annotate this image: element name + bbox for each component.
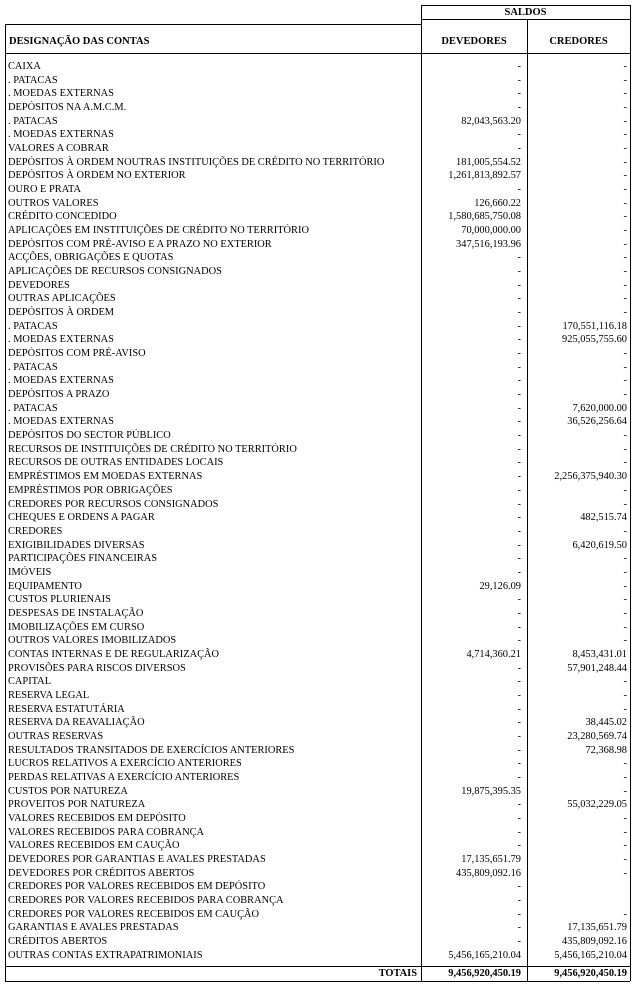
table-row [0, 539, 633, 553]
devedores-value: 17,135,651.79 [461, 853, 521, 865]
account-name: . MOEDAS EXTERNAS [8, 375, 114, 387]
table-row [0, 415, 633, 429]
table-row [0, 593, 633, 607]
account-name: EXIGIBILIDADES DIVERSAS [8, 539, 145, 551]
account-name: CREDORES POR VALORES RECEBIDOS EM CAUÇÃO [8, 908, 260, 920]
devedores-value: - [517, 539, 521, 551]
table-row [0, 320, 633, 334]
account-name: PERDAS RELATIVAS A EXERCÍCIO ANTERIORES [8, 771, 240, 783]
table-row [0, 894, 633, 908]
account-name: PROVISÕES PARA RISCOS DIVERSOS [8, 662, 186, 674]
account-name: OUTRAS CONTAS EXTRAPATRIMONIAIS [8, 949, 203, 961]
table-row [0, 798, 633, 812]
credores-value: - [623, 361, 627, 373]
account-name: APLICAÇÕES DE RECURSOS CONSIGNADOS [8, 266, 222, 278]
devedores-value: - [517, 826, 521, 838]
totals-credores: 9,456,920,450.19 [554, 968, 627, 979]
table-row [0, 853, 633, 867]
credores-value: 482,515.74 [580, 512, 627, 524]
account-name: EMPRÉSTIMOS POR OBRIGAÇÕES [8, 484, 173, 496]
account-name: DEVEDORES [8, 279, 70, 291]
table-row [0, 333, 633, 347]
credores-value: - [623, 143, 627, 155]
account-name: CUSTOS POR NATUREZA [8, 785, 128, 797]
credores-value: - [623, 61, 627, 72]
credores-value: - [623, 525, 627, 537]
credores-value: - [623, 115, 627, 127]
devedores-value: 29,126.09 [479, 580, 521, 592]
totals-label: TOTAIS [378, 968, 417, 979]
credores-value: - [623, 102, 627, 114]
table-row [0, 662, 633, 676]
devedores-value: 5,456,165,210.04 [448, 949, 521, 961]
table-row [0, 716, 633, 730]
table-row [0, 785, 633, 799]
devedores-value: 19,875,395.35 [461, 785, 521, 797]
devedores-value: - [517, 840, 521, 852]
devedores-value: - [517, 143, 521, 155]
credores-value: - [623, 908, 627, 920]
table-row [0, 456, 633, 470]
credores-value: 36,526,256.64 [567, 416, 627, 428]
account-name: LUCROS RELATIVOS A EXERCÍCIO ANTERIORES [8, 758, 242, 770]
credores-value: - [623, 553, 627, 565]
credores-value: - [623, 430, 627, 442]
account-name: CHEQUES E ORDENS A PAGAR [8, 512, 155, 524]
credores-value: 57,901,248.44 [567, 662, 627, 674]
table-row [0, 87, 633, 101]
table-row [0, 142, 633, 156]
credores-value: - [623, 812, 627, 824]
table-row [0, 251, 633, 265]
table-row [0, 374, 633, 388]
account-name: OUTROS VALORES IMOBILIZADOS [8, 635, 177, 647]
credores-value: 6,420,619.50 [572, 539, 627, 551]
account-name: . PATACAS [8, 115, 58, 127]
devedores-value: - [517, 389, 521, 401]
table-row [0, 388, 633, 402]
table-row [0, 210, 633, 224]
credores-value: - [623, 635, 627, 647]
credores-value: - [623, 771, 627, 783]
account-name: DEPÓSITOS À ORDEM NO EXTERIOR [8, 170, 186, 182]
account-name: DEPÓSITOS COM PRÉ-AVISO [8, 348, 146, 360]
credores-value: - [623, 307, 627, 319]
table-row [0, 634, 633, 648]
devedores-value: - [517, 293, 521, 305]
devedores-value: - [517, 74, 521, 86]
table-row [0, 511, 633, 525]
account-name: PARTICIPAÇÕES FINANCEIRAS [8, 553, 158, 565]
devedores-value: - [517, 553, 521, 565]
credores-value: - [623, 129, 627, 141]
devedores-value: - [517, 61, 521, 72]
account-name: CREDORES [8, 525, 63, 537]
table-row [0, 730, 633, 744]
credores-value: - [623, 580, 627, 592]
account-name: OURO E PRATA [8, 184, 82, 196]
totals-devedores: 9,456,920,450.19 [448, 968, 521, 979]
devedores-value: - [517, 689, 521, 701]
credores-value: - [623, 197, 627, 209]
devedores-value: - [517, 307, 521, 319]
account-name: . MOEDAS EXTERNAS [8, 416, 114, 428]
account-name: . MOEDAS EXTERNAS [8, 334, 114, 346]
credores-value: - [623, 826, 627, 838]
table-row [0, 197, 633, 211]
devedores-value: - [517, 922, 521, 934]
account-name: VALORES RECEBIDOS EM CAUÇÃO [8, 840, 180, 852]
devedores-value: - [517, 334, 521, 346]
credores-value: - [623, 840, 627, 852]
devedores-value: - [517, 416, 521, 428]
credores-value: - [623, 266, 627, 278]
credores-value: 55,032,229.05 [567, 799, 627, 811]
table-row [0, 265, 633, 279]
devedores-value: - [517, 812, 521, 824]
devedores-value: - [517, 498, 521, 510]
devedores-value: - [517, 894, 521, 906]
credores-value: - [623, 676, 627, 688]
account-name: IMOBILIZAÇÕES EM CURSO [8, 621, 145, 633]
credores-value: - [623, 74, 627, 86]
devedores-value: - [517, 936, 521, 947]
account-name: VALORES A COBRAR [8, 143, 109, 155]
table-row [0, 552, 633, 566]
account-name: CRÉDITO CONCEDIDO [8, 211, 117, 223]
credores-value: - [623, 184, 627, 196]
account-name: PROVEITOS POR NATUREZA [8, 799, 146, 811]
table-row [0, 908, 633, 922]
account-name: GARANTIAS E AVALES PRESTADAS [8, 922, 179, 934]
account-name: EQUIPAMENTO [8, 580, 82, 592]
header-designacao: DESIGNAÇÃO DAS CONTAS [9, 36, 150, 47]
account-name: RESERVA ESTATUTÁRIA [8, 703, 125, 715]
credores-value: - [623, 484, 627, 496]
credores-value: - [623, 293, 627, 305]
account-name: DEPÓSITOS À ORDEM [8, 307, 115, 319]
credores-value: - [623, 443, 627, 455]
table-row [0, 812, 633, 826]
account-name: CUSTOS PLURIENAIS [8, 594, 111, 606]
account-name: . PATACAS [8, 361, 58, 373]
devedores-value: - [517, 908, 521, 920]
devedores-value: 1,580,685,750.08 [448, 211, 521, 223]
credores-value: - [623, 607, 627, 619]
devedores-value: - [517, 457, 521, 469]
table-row [0, 402, 633, 416]
account-name: RECURSOS DE INSTITUIÇÕES DE CRÉDITO NO TERRITÓRIO [8, 443, 297, 455]
devedores-value: 4,714,360.21 [466, 648, 521, 660]
devedores-value: - [517, 758, 521, 770]
devedores-value: - [517, 348, 521, 360]
top-border-saldos [421, 5, 630, 6]
credores-value: 170,551,116.18 [562, 320, 627, 332]
devedores-value: 347,516,193.96 [456, 238, 521, 250]
account-name: DEPÓSITOS À ORDEM NOUTRAS INSTITUIÇÕES DE CRÉDITO NO TERRITÓRIO [8, 156, 385, 168]
header-credores: CREDORES [549, 36, 608, 47]
table-row [0, 867, 633, 881]
account-name: DEVEDORES POR GARANTIAS E AVALES PRESTADAS [8, 853, 266, 865]
devedores-value: - [517, 635, 521, 647]
table-row [0, 292, 633, 306]
devedores-value: - [517, 744, 521, 756]
table-row [0, 115, 633, 129]
account-name: VALORES RECEBIDOS PARA COBRANÇA [8, 826, 205, 838]
devedores-value: - [517, 566, 521, 578]
devedores-value: - [517, 607, 521, 619]
account-name: . MOEDAS EXTERNAS [8, 88, 114, 100]
table-row [0, 470, 633, 484]
table-row [0, 183, 633, 197]
devedores-value: - [517, 252, 521, 264]
devedores-value: - [517, 266, 521, 278]
devedores-value: - [517, 676, 521, 688]
account-name: RESERVA LEGAL [8, 689, 90, 701]
devedores-value: - [517, 471, 521, 483]
account-name: DESPESAS DE INSTALAÇÃO [8, 607, 144, 619]
credores-value: - [623, 594, 627, 606]
credores-value: - [623, 758, 627, 770]
devedores-value: - [517, 771, 521, 783]
credores-value: - [623, 88, 627, 100]
credores-value: 8,453,431.01 [572, 648, 627, 660]
account-name: CRÉDITOS ABERTOS [8, 936, 108, 947]
credores-value: - [623, 853, 627, 865]
table-row [0, 880, 633, 894]
table-row [0, 689, 633, 703]
account-name: ACÇÕES, OBRIGAÇÕES E QUOTAS [8, 252, 174, 264]
table-row [0, 128, 633, 142]
credores-value: - [623, 225, 627, 237]
header-devedores: DEVEDORES [441, 36, 507, 47]
credores-value: - [623, 238, 627, 250]
credores-value: 38,445.02 [585, 717, 627, 729]
table-row [0, 224, 633, 238]
credores-value: - [623, 279, 627, 291]
account-name: OUTRAS RESERVAS [8, 730, 104, 742]
devedores-value: - [517, 320, 521, 332]
credores-value: - [623, 389, 627, 401]
credores-value: - [623, 375, 627, 387]
devedores-value: - [517, 703, 521, 715]
devedores-value: - [517, 525, 521, 537]
table-row [0, 648, 633, 662]
devedores-value: - [517, 662, 521, 674]
table-row [0, 443, 633, 457]
devedores-value: - [517, 881, 521, 893]
account-name: . PATACAS [8, 402, 58, 414]
table-row [0, 279, 633, 293]
devedores-value: - [517, 799, 521, 811]
table-row [0, 306, 633, 320]
credores-value: - [623, 785, 627, 797]
credores-value: 17,135,651.79 [567, 922, 627, 934]
table-row [0, 525, 633, 539]
table-row [0, 169, 633, 183]
credores-value: - [623, 252, 627, 264]
table-row [0, 744, 633, 758]
credores-value: - [623, 457, 627, 469]
account-name: DEPÓSITOS A PRAZO [8, 389, 110, 401]
devedores-value: - [517, 717, 521, 729]
devedores-value: - [517, 621, 521, 633]
table-row [0, 921, 633, 935]
account-name: CAPITAL [8, 676, 52, 688]
table-row [0, 757, 633, 771]
account-name: EMPRÉSTIMOS EM MOEDAS EXTERNAS [8, 471, 203, 483]
credores-value: 925,055,755.60 [562, 334, 627, 346]
devedores-value: - [517, 484, 521, 496]
table-row [0, 839, 633, 853]
credores-value: - [623, 703, 627, 715]
table-row [0, 347, 633, 361]
table-row [0, 156, 633, 170]
account-name: APLICAÇÕES EM INSTITUIÇÕES DE CRÉDITO NO TERRITÓRIO [8, 225, 309, 237]
account-name: RESERVA DA REAVALIAÇÃO [8, 717, 145, 729]
devedores-value: - [517, 594, 521, 606]
credores-value: 7,620,000.00 [572, 402, 627, 414]
credores-value: - [623, 566, 627, 578]
devedores-value: 1,261,813,892.57 [448, 170, 521, 182]
credores-value: 2,256,375,940.30 [554, 471, 627, 483]
account-name: VALORES RECEBIDOS EM DEPÓSITO [8, 812, 186, 824]
devedores-value: - [517, 102, 521, 114]
account-name: DEPÓSITOS COM PRÉ-AVISO E A PRAZO NO EXTERIOR [8, 238, 272, 250]
devedores-value: 82,043,563.20 [461, 115, 521, 127]
devedores-value: - [517, 184, 521, 196]
bottom-border [5, 981, 630, 982]
devedores-value: - [517, 88, 521, 100]
credores-value: - [623, 156, 627, 168]
table-row [0, 621, 633, 635]
account-name: CAIXA [8, 61, 41, 72]
table-row [0, 580, 633, 594]
credores-value: - [623, 211, 627, 223]
table-row [0, 60, 633, 74]
account-name: DEPÓSITOS DO SECTOR PÚBLICO [8, 430, 171, 442]
devedores-value: 126,660.22 [474, 197, 521, 209]
table-row [0, 826, 633, 840]
credores-value: 72,368.98 [585, 744, 627, 756]
devedores-value: - [517, 361, 521, 373]
account-name: DEVEDORES POR CRÉDITOS ABERTOS [8, 867, 195, 879]
devedores-value: - [517, 443, 521, 455]
table-row [0, 703, 633, 717]
table-row [0, 484, 633, 498]
table-row [0, 935, 633, 949]
devedores-value: 70,000,000.00 [461, 225, 521, 237]
credores-value: 23,280,569.74 [567, 730, 627, 742]
credores-value: - [623, 621, 627, 633]
account-name: CONTAS INTERNAS E DE REGULARIZAÇÃO [8, 648, 220, 660]
devedores-value: - [517, 129, 521, 141]
devedores-value: - [517, 730, 521, 742]
credores-value: 435,809,092.16 [562, 936, 627, 947]
credores-value: 5,456,165,210.04 [554, 949, 627, 961]
table-row [0, 429, 633, 443]
account-name: IMÓVEIS [8, 566, 52, 578]
account-name: . PATACAS [8, 74, 58, 86]
table-row [0, 74, 633, 88]
account-name: CREDORES POR RECURSOS CONSIGNADOS [8, 498, 219, 510]
account-name: . MOEDAS EXTERNAS [8, 129, 114, 141]
credores-value: - [623, 498, 627, 510]
account-name: OUTROS VALORES [8, 197, 99, 209]
credores-value: - [623, 867, 627, 879]
table-row [0, 675, 633, 689]
table-row [0, 949, 633, 963]
credores-value: - [623, 170, 627, 182]
devedores-value: - [517, 279, 521, 291]
table-row [0, 607, 633, 621]
credores-value: - [623, 689, 627, 701]
account-name: RECURSOS DE OUTRAS ENTIDADES LOCAIS [8, 457, 224, 469]
header-bottom-border [5, 53, 630, 54]
totals-row [0, 967, 633, 981]
devedores-value: - [517, 430, 521, 442]
credores-value: - [623, 348, 627, 360]
account-rows [0, 60, 633, 962]
account-name: OUTRAS APLICAÇÕES [8, 293, 116, 305]
table-row [0, 238, 633, 252]
table-row [0, 498, 633, 512]
header-top-border [5, 24, 421, 25]
table-row [0, 566, 633, 580]
devedores-value: - [517, 375, 521, 387]
devedores-value: - [517, 512, 521, 524]
table-row [0, 101, 633, 115]
devedores-value: 181,005,554.52 [456, 156, 521, 168]
account-name: RESULTADOS TRANSITADOS DE EXERCÍCIOS ANTERIORES [8, 744, 295, 756]
devedores-value: 435,809,092.16 [456, 867, 521, 879]
header-saldos: SALDOS [504, 7, 547, 18]
table-row [0, 771, 633, 785]
account-name: CREDORES POR VALORES RECEBIDOS EM DEPÓSITO [8, 881, 266, 893]
saldos-underline [421, 19, 630, 20]
devedores-value: - [517, 402, 521, 414]
table-row [0, 361, 633, 375]
account-name: CREDORES POR VALORES RECEBIDOS PARA COBRANÇA [8, 894, 284, 906]
account-name: DEPÓSITOS NA A.M.C.M. [8, 102, 127, 114]
account-name: . PATACAS [8, 320, 58, 332]
